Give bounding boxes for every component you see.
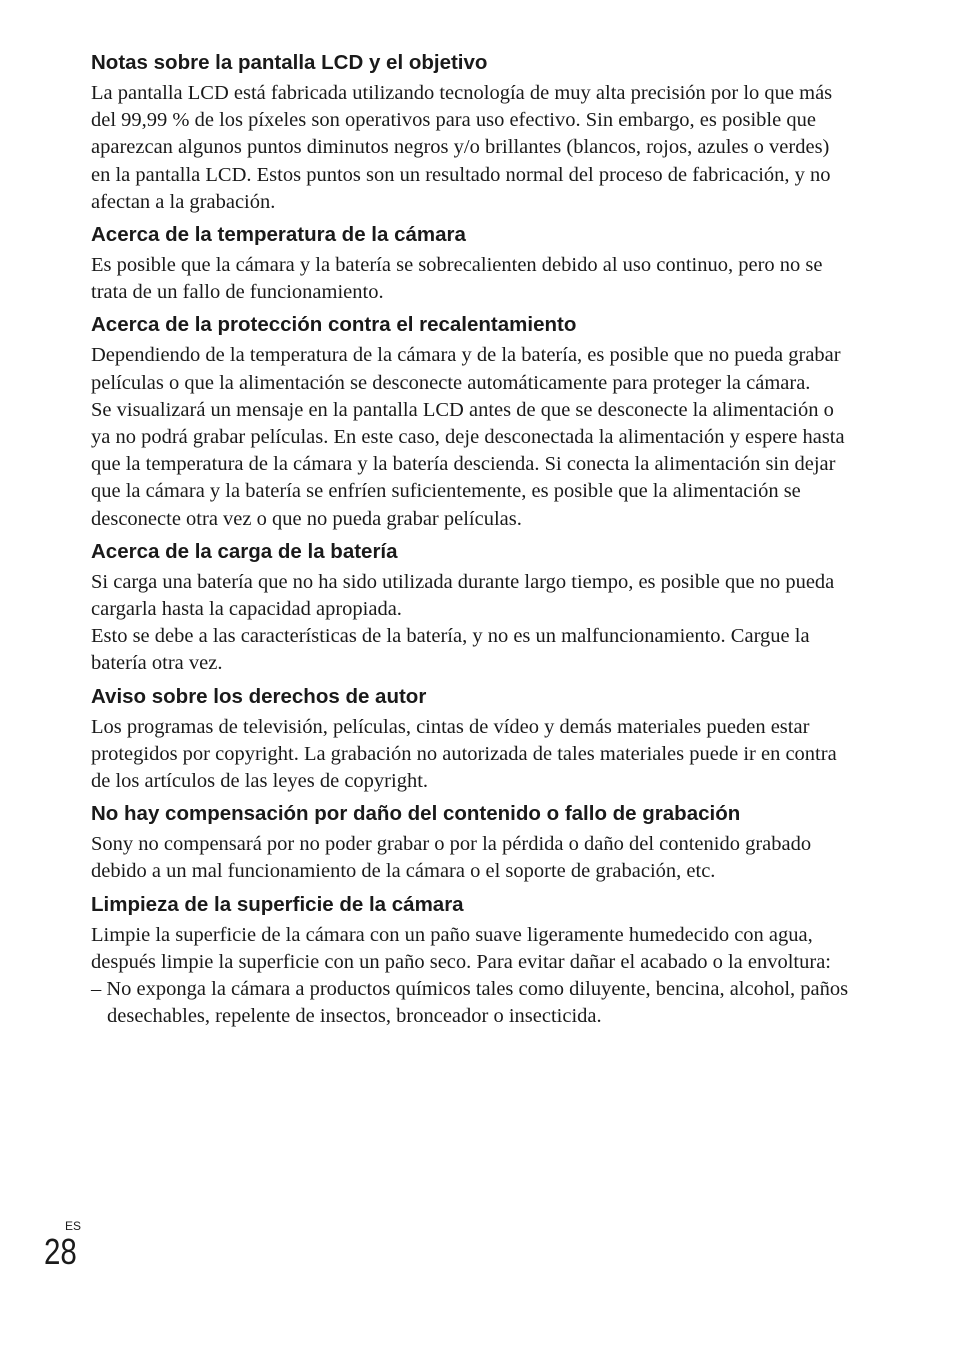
section-heading: Acerca de la carga de la batería <box>91 539 398 563</box>
section-heading: Acerca de la protección contra el recalentamiento <box>91 313 577 337</box>
section-paragraph: Limpie la superficie de la cámara con un paño suave ligeramente humedecido con agua, después limpie la superficie con un paño seco. Para evitar dañar el acabado o la envoltura: <box>91 923 831 973</box>
section-paragraph: Esto se debe a las características de la batería, y no es un malfuncionamiento. Cargue la batería otra vez. <box>91 625 810 675</box>
section-heading: No hay compensación por daño del contenido o fallo de grabación <box>91 802 741 826</box>
section-battery-charging <box>91 539 851 678</box>
section-paragraph: Los programas de televisión, películas, cintas de vídeo y demás materiales pueden estar protegidos por copyright. La grabación no autorizada de tales materiales puede ir en contra de los artículos de las leyes de copyright. <box>91 715 837 793</box>
section-paragraph: La pantalla LCD está fabricada utilizando tecnología de muy alta precisión por lo que más del 99,99 % de los píxeles son operativos para uso efectivo. Sin embargo, es posible que aparezcan algunos puntos diminutos negros y/o brillantes (blancos, rojos, azules o verdes) en la pantalla LCD. Estos puntos son un resultado normal del proceso de fabricación, y no afectan a la grabación. <box>91 82 833 213</box>
section-camera-temperature <box>91 222 851 306</box>
section-heading: Acerca de la temperatura de la cámara <box>91 223 466 247</box>
section-paragraph: Dependiendo de la temperatura de la cámara y de la batería, es posible que no pueda grabar películas o que la alimentación se desconecte automáticamente para proteger la cámara. <box>91 344 841 394</box>
list-item: – No exponga la cámara a productos químicos tales como diluyente, bencina, alcohol, paños desechables, repelente de insectos, bronceador o insecticida. <box>91 978 849 1028</box>
language-code: ES <box>65 1219 82 1233</box>
section-paragraph: Sony no compensará por no poder grabar o por la pérdida o daño del contenido grabado debido a un mal funcionamiento de la cámara o el soporte de grabación, etc. <box>91 833 812 883</box>
section-heading: Aviso sobre los derechos de autor <box>91 684 427 708</box>
section-paragraph: Es posible que la cámara y la batería se sobrecalienten debido al uso continuo, pero no se trata de un fallo de funcionamiento. <box>91 254 823 304</box>
page-number: 28 <box>44 1231 77 1272</box>
section-lcd-notes <box>91 50 851 216</box>
section-overheat-protection <box>91 312 851 532</box>
section-surface-cleaning <box>91 892 851 1031</box>
section-paragraph: Se visualizará un mensaje en la pantalla LCD antes de que se desconecte la alimentación o ya no podrá grabar películas. En este caso, deje desconectada la alimentación y espere hasta que la temperatura de la cámara y la batería descienda. Si conecta la alimentación sin dejar que la cámara y la batería se enfríen suficientemente, es posible que la alimentación se desconecte otra vez o que no pueda grabar películas. <box>91 398 845 530</box>
section-heading: Limpieza de la superficie de la cámara <box>91 892 464 916</box>
section-copyright-notice <box>91 684 851 796</box>
section-no-compensation <box>91 801 851 885</box>
document-body <box>91 50 851 1036</box>
section-heading: Notas sobre la pantalla LCD y el objetivo <box>91 51 488 74</box>
section-paragraph: Si carga una batería que no ha sido utilizada durante largo tiempo, es posible que no pueda cargarla hasta la capacidad apropiada. <box>91 570 835 621</box>
